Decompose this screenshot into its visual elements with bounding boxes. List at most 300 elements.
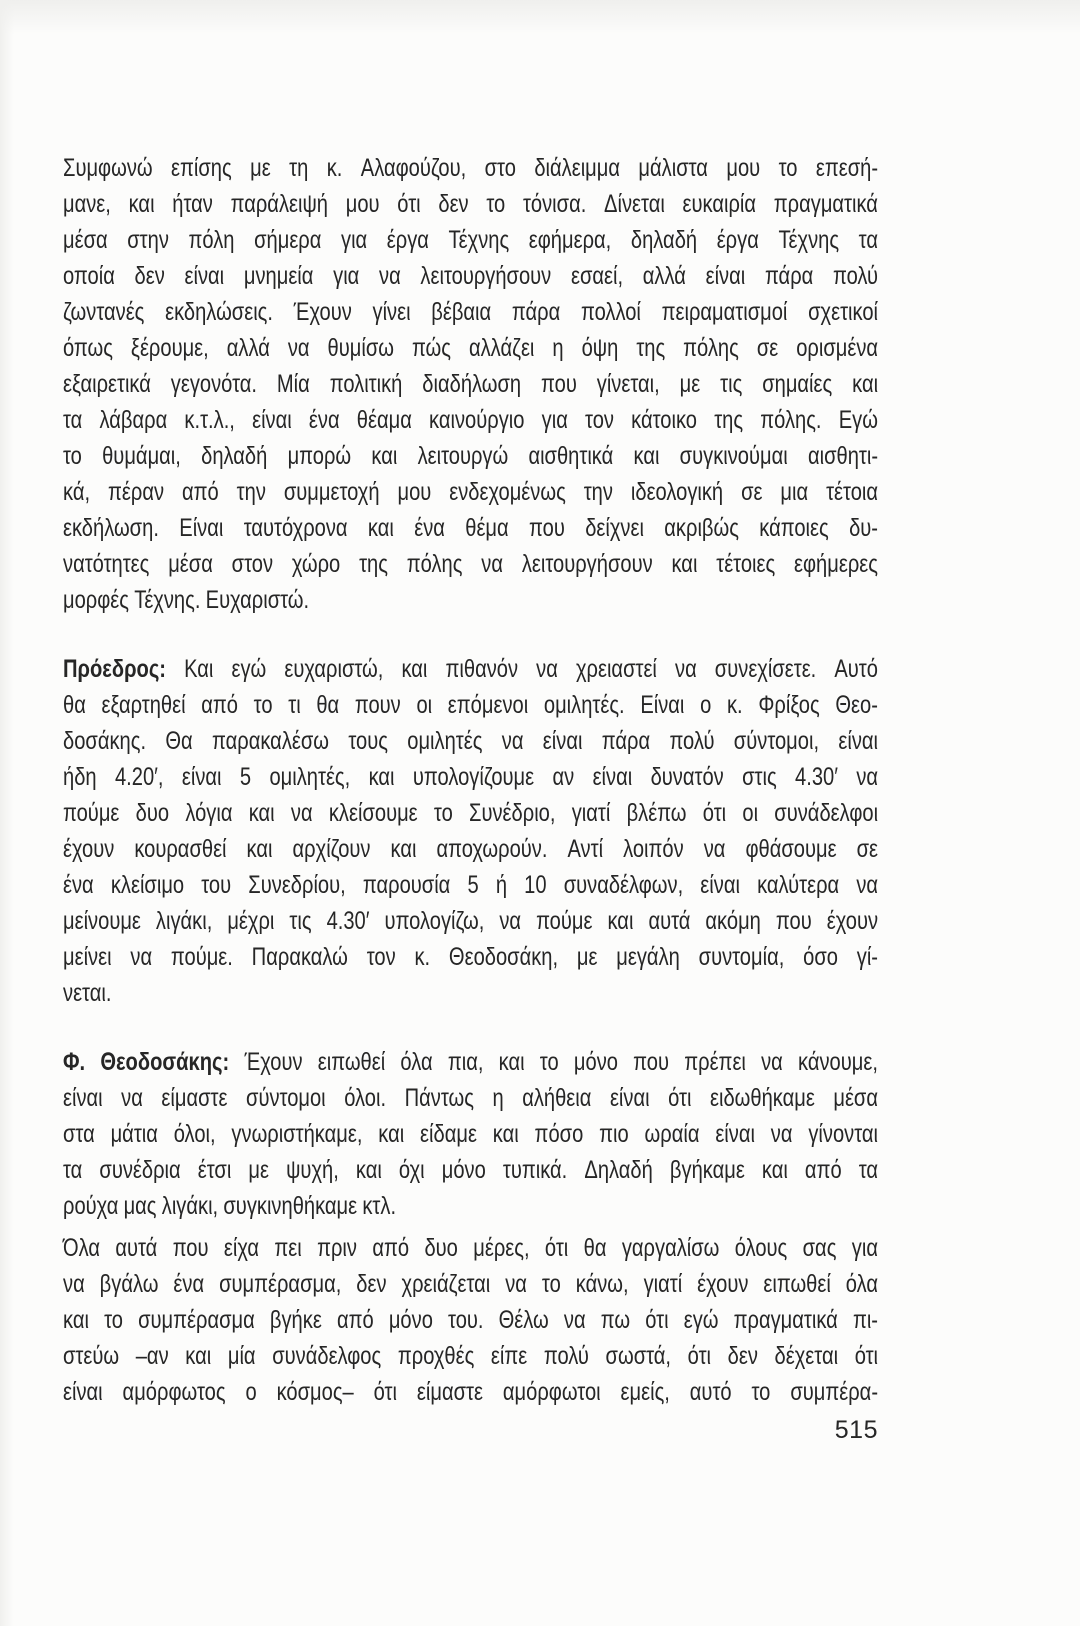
- word: εγώ: [231, 655, 267, 683]
- word: ακριβώς: [664, 514, 739, 542]
- word: είναι: [252, 406, 292, 434]
- word: Παρακαλώ: [251, 943, 348, 971]
- word: για: [851, 1234, 878, 1262]
- word: όλοι.: [344, 1084, 387, 1112]
- word: δυο: [424, 1234, 458, 1262]
- word: για: [541, 406, 568, 434]
- word: και: [401, 655, 428, 683]
- word: 4.20′,: [114, 763, 164, 791]
- word: θέμα: [465, 514, 509, 542]
- word: πει: [274, 1234, 302, 1262]
- word: γίνει: [372, 298, 411, 326]
- word: ότι: [645, 1306, 669, 1334]
- word: μορφές: [63, 586, 129, 614]
- word: για: [341, 226, 368, 254]
- word: πολύ: [833, 262, 879, 290]
- word: να: [287, 334, 310, 362]
- word: και: [371, 442, 398, 470]
- word: να: [856, 763, 879, 791]
- word: που: [775, 907, 812, 935]
- word: πόλης: [406, 550, 463, 578]
- word: σύντομοι: [246, 1084, 326, 1112]
- word: δεν: [356, 1270, 387, 1298]
- word: που: [529, 514, 565, 542]
- word: αλλάζει: [468, 334, 535, 362]
- word: μου: [397, 478, 432, 506]
- word: συμμετοχή: [283, 478, 380, 506]
- word: αισθητι-: [807, 442, 879, 470]
- word: Θεο-: [835, 691, 878, 719]
- word: ότι: [854, 1342, 879, 1370]
- word: Όλα: [63, 1234, 100, 1262]
- word: Αντί: [567, 835, 604, 863]
- word: βγάλω: [99, 1270, 159, 1298]
- text-line: [63, 222, 878, 258]
- word: να: [501, 727, 524, 755]
- word: κάποιες: [759, 514, 829, 542]
- word: πάρα: [764, 262, 814, 290]
- word: ότι: [373, 1378, 397, 1406]
- word: σωστά,: [605, 1342, 672, 1370]
- word: ομιλητές: [407, 727, 483, 755]
- word: καλύτερα: [757, 871, 840, 899]
- word: χώρο: [291, 550, 341, 578]
- word: και: [128, 190, 155, 218]
- text-line: [63, 1230, 878, 1266]
- text-line: [63, 150, 878, 186]
- word: χρειάζεται: [401, 1270, 491, 1298]
- text-line: [63, 831, 878, 867]
- word: όλα: [400, 1048, 433, 1076]
- word: πραγματικά: [773, 190, 878, 218]
- word: όλους: [734, 1234, 788, 1262]
- word: να: [675, 655, 697, 683]
- word: ο: [245, 1378, 257, 1406]
- word: και: [378, 1120, 405, 1148]
- word: αυτά: [115, 1234, 158, 1262]
- word: εμείς,: [620, 1378, 670, 1406]
- word: έργα: [716, 226, 759, 254]
- word: είναι: [715, 1120, 755, 1148]
- word: Συνεδρίου,: [248, 871, 346, 899]
- text-line: [63, 759, 878, 795]
- word: Θεοδοσάκη,: [448, 943, 559, 971]
- speech-paragraph: [63, 1044, 878, 1224]
- word: το: [253, 691, 273, 719]
- word: ευκαιρία: [682, 190, 757, 218]
- word: ότι: [544, 1234, 569, 1262]
- word: να: [761, 1048, 783, 1076]
- word: ειδωθήκαμε: [710, 1084, 815, 1112]
- word: της: [636, 334, 666, 362]
- word: δεν: [438, 190, 469, 218]
- word: θα: [316, 691, 340, 719]
- word: συγκινούμαι: [679, 442, 788, 470]
- text-line: [63, 258, 878, 294]
- word: ταυτόχρονα: [243, 514, 348, 542]
- word: Ευχαριστώ.: [205, 586, 310, 614]
- word: σχετικοί: [808, 298, 879, 326]
- word: Συνέδριο,: [469, 799, 556, 827]
- word: που: [172, 1234, 209, 1262]
- word: από: [201, 691, 238, 719]
- word: δοσάκης.: [63, 727, 147, 755]
- word: ένα: [308, 406, 340, 434]
- word: από: [372, 1234, 410, 1262]
- word: και: [671, 550, 698, 578]
- word: 5: [239, 763, 252, 791]
- word: παρουσία: [362, 871, 451, 899]
- word: Και: [184, 655, 214, 683]
- word: Έχουν: [244, 1048, 303, 1076]
- word: είμαστε: [161, 1084, 228, 1112]
- word: τις: [720, 370, 743, 398]
- word: –αν: [135, 1342, 169, 1370]
- text-line: [63, 366, 878, 402]
- text-line: [63, 1374, 878, 1410]
- word: να: [379, 262, 401, 290]
- word: ειπωθεί: [763, 1270, 831, 1298]
- word: που: [633, 1048, 670, 1076]
- word: ενδεχομένως: [449, 478, 566, 506]
- word: αισθητικά: [528, 442, 614, 470]
- word: να: [770, 1120, 793, 1148]
- word: όπως: [63, 334, 113, 362]
- word: καινούργιο: [429, 406, 525, 434]
- word: πολιτική: [329, 370, 403, 398]
- word: 5: [467, 871, 479, 899]
- word: είναι: [700, 871, 740, 899]
- text-line: [63, 651, 878, 687]
- word: και: [63, 1306, 89, 1334]
- word: όχι: [398, 1156, 425, 1184]
- word: οι: [742, 799, 759, 827]
- text-line: [63, 582, 878, 618]
- word: δυνατόν: [650, 763, 724, 791]
- word: να: [290, 799, 313, 827]
- word: την: [583, 478, 613, 506]
- word: είναι: [592, 763, 633, 791]
- word: μέχρι: [227, 907, 275, 935]
- word: μέσα: [833, 1084, 879, 1112]
- text-line: [63, 1188, 878, 1224]
- word: Τέχνης: [448, 226, 510, 254]
- word: σημαίες: [762, 370, 833, 398]
- word: γιατί: [643, 1270, 683, 1298]
- word: και: [492, 1120, 519, 1148]
- word: τη: [289, 154, 309, 182]
- word: του: [201, 871, 232, 899]
- word: λιγάκι,: [161, 1192, 219, 1220]
- word: τυπικά.: [502, 1156, 568, 1184]
- word: ομιλητές.: [543, 691, 625, 719]
- word: μου: [726, 154, 761, 182]
- word: εξαιρετικά: [63, 370, 151, 398]
- word: τόνισα.: [522, 190, 587, 218]
- word: λάβαρα: [99, 406, 168, 434]
- word: Πάντως: [404, 1084, 474, 1112]
- text-line: [63, 438, 878, 474]
- word: και: [367, 514, 394, 542]
- word: ένα: [414, 514, 445, 542]
- word: μείνει: [63, 943, 112, 971]
- word: ή: [495, 871, 508, 899]
- word: ήταν: [172, 190, 213, 218]
- word: στεύω: [63, 1342, 120, 1370]
- word: εκδήλωση.: [63, 514, 159, 542]
- word: συντομία,: [698, 943, 785, 971]
- word: να: [481, 550, 504, 578]
- word: πούμε: [63, 799, 120, 827]
- word: νεται.: [63, 979, 112, 1007]
- word: ωραία: [644, 1120, 700, 1148]
- word: τον: [366, 943, 396, 971]
- word: τέτοια: [826, 478, 879, 506]
- word: γί-: [856, 943, 879, 971]
- word: δεν: [727, 1342, 758, 1370]
- word: γνωριστήκαμε,: [231, 1120, 363, 1148]
- word: ο: [700, 691, 712, 719]
- word: να: [121, 1084, 143, 1112]
- word: κάνω,: [575, 1270, 629, 1298]
- word: σας: [802, 1234, 837, 1262]
- word: και: [185, 1342, 212, 1370]
- text-line: [63, 939, 878, 975]
- word: λοιπόν: [623, 835, 684, 863]
- word: σε: [756, 334, 779, 362]
- word: Συμφωνώ: [63, 154, 153, 182]
- word: έχουν: [63, 835, 115, 863]
- word: γαργαλίσω: [621, 1234, 720, 1262]
- text-line: [63, 402, 878, 438]
- speaker-name: Θεοδοσάκης:: [100, 1048, 230, 1076]
- word: γίνονται: [808, 1120, 879, 1148]
- word: οποία: [63, 262, 115, 290]
- word: λειτουργώ: [417, 442, 509, 470]
- text-line: [63, 1044, 878, 1080]
- word: αυτό: [689, 1378, 732, 1406]
- word: όλοι,: [173, 1120, 216, 1148]
- word: μάτια: [110, 1120, 158, 1148]
- word: κάνουμε,: [798, 1048, 878, 1076]
- word: πόλης.: [760, 406, 822, 434]
- word: Τέχνης: [778, 226, 840, 254]
- text-line: [63, 1266, 878, 1302]
- text-line: [63, 1302, 878, 1338]
- word: ακόμη: [705, 907, 761, 935]
- word: χρειαστεί: [575, 655, 657, 683]
- text-line: [63, 1080, 878, 1116]
- word: με: [250, 154, 271, 182]
- word: Εγώ: [838, 406, 878, 434]
- word: και: [633, 442, 660, 470]
- word: ότι: [668, 1084, 692, 1112]
- word: εκδηλώσεις.: [165, 298, 273, 326]
- word: να: [536, 655, 558, 683]
- word: κλείσιμο: [110, 871, 185, 899]
- word: Φρίξος: [758, 691, 820, 719]
- word: πραγματικά: [733, 1306, 838, 1334]
- word: διάλειμμα: [534, 154, 621, 182]
- word: Θα: [165, 727, 193, 755]
- word: ομιλητές,: [269, 763, 351, 791]
- word: το: [104, 1306, 123, 1334]
- word: δείχνει: [585, 514, 644, 542]
- word: με: [248, 1156, 269, 1184]
- word: δυο: [135, 799, 170, 827]
- word: δεν: [134, 262, 165, 290]
- word: θυμίσω: [327, 334, 394, 362]
- word: που: [541, 370, 577, 398]
- word: σε: [856, 835, 879, 863]
- word: γίνεται,: [596, 370, 660, 398]
- word: και: [355, 1156, 382, 1184]
- word: κ.τ.λ.,: [184, 406, 235, 434]
- word: λιγάκι,: [155, 907, 213, 935]
- word: κλείσουμε: [328, 799, 418, 827]
- word: συμπέρασμα: [138, 1306, 255, 1334]
- word: Αυτό: [834, 655, 878, 683]
- word: το: [539, 1048, 559, 1076]
- word: το: [486, 190, 506, 218]
- word: διαδήλωση: [422, 370, 522, 398]
- word: θα: [583, 1234, 607, 1262]
- word: ορισμένα: [796, 334, 879, 362]
- word: να: [563, 1306, 586, 1334]
- word: επόμενοι: [447, 691, 529, 719]
- word: ένα: [63, 871, 94, 899]
- word: με: [576, 943, 598, 971]
- word: Δηλαδή: [584, 1156, 653, 1184]
- word: υπολογίζω,: [384, 907, 485, 935]
- word: τέτοιες: [716, 550, 776, 578]
- word: συνάδελφος: [272, 1342, 382, 1370]
- word: Δίνεται: [604, 190, 665, 218]
- text-line: [63, 510, 878, 546]
- word: ρούχα: [63, 1192, 119, 1220]
- word: βγήκαμε: [669, 1156, 745, 1184]
- word: αν: [552, 763, 575, 791]
- word: ότι: [702, 799, 727, 827]
- word: κάτοικο: [631, 406, 698, 434]
- word: αλλά: [642, 262, 686, 290]
- word: είναι: [181, 763, 222, 791]
- word: λειτουργήσουν: [521, 550, 653, 578]
- word: θέαμα: [356, 406, 412, 434]
- word: πριν: [317, 1234, 357, 1262]
- word: μείνουμε: [63, 907, 141, 935]
- word: πάρα: [511, 298, 561, 326]
- word: μέσα: [168, 550, 213, 578]
- word: στην: [127, 226, 169, 254]
- text-line: [63, 903, 878, 939]
- word: πόλης: [683, 334, 739, 362]
- word: μια: [780, 478, 809, 506]
- word: μπορώ: [287, 442, 352, 470]
- word: αρχίζουν: [292, 835, 371, 863]
- word: πολύ: [543, 1342, 589, 1370]
- word: στα: [63, 1120, 95, 1148]
- word: είναι: [609, 1084, 650, 1112]
- word: δηλαδή: [201, 442, 268, 470]
- word: εφήμερα,: [528, 226, 612, 254]
- text-line: [63, 723, 878, 759]
- word: τα: [63, 1156, 83, 1184]
- word: μανε,: [63, 190, 111, 218]
- word: πάρα: [601, 727, 651, 755]
- word: αλλά: [226, 334, 270, 362]
- word: ιδεολογική: [630, 478, 724, 506]
- word: τον: [585, 406, 614, 434]
- body-text: [63, 150, 878, 1410]
- word: πέραν: [108, 478, 165, 506]
- word: μάλιστα: [638, 154, 708, 182]
- word: 10: [524, 871, 547, 899]
- word: έτσι: [197, 1156, 232, 1184]
- word: είναι: [63, 1378, 103, 1406]
- word: και: [761, 1156, 788, 1184]
- text-line: [63, 867, 878, 903]
- word: κ.: [326, 154, 343, 182]
- text-line: [63, 795, 878, 831]
- word: εφήμερες: [794, 550, 878, 578]
- word: ότι: [397, 190, 421, 218]
- word: είχα: [223, 1234, 260, 1262]
- text-line: [63, 975, 878, 1011]
- word: να: [856, 871, 879, 899]
- word: παράλειψή: [230, 190, 329, 218]
- word: συμπέρα-: [790, 1378, 879, 1406]
- speaker-name: Φ.: [63, 1048, 86, 1076]
- word: μόνο: [441, 1156, 486, 1184]
- speech-paragraph: [63, 651, 878, 1011]
- word: είμαστε: [416, 1378, 483, 1406]
- paragraph: [63, 1230, 878, 1410]
- text-line: [63, 546, 878, 582]
- word: πια,: [447, 1048, 484, 1076]
- word: μόνο: [388, 1306, 433, 1334]
- word: σύντομοι,: [733, 727, 820, 755]
- word: φθάσουμε: [745, 835, 837, 863]
- text-line: [63, 294, 878, 330]
- word: το: [751, 1378, 771, 1406]
- word: οι: [416, 691, 433, 719]
- word: το: [541, 1270, 561, 1298]
- word: λόγια: [185, 799, 233, 827]
- word: πόσο: [534, 1120, 584, 1148]
- word: εξαρτηθεί: [101, 691, 186, 719]
- word: πούμε: [536, 907, 593, 935]
- word: ήδη: [63, 763, 97, 791]
- word: μου: [345, 190, 380, 218]
- word: τις: [289, 907, 312, 935]
- word: στον: [231, 550, 274, 578]
- word: κόσμος–: [276, 1378, 354, 1406]
- word: νατότητες: [63, 550, 150, 578]
- word: επεσή-: [815, 154, 879, 182]
- word: τα: [858, 1156, 879, 1184]
- word: όλα: [845, 1270, 879, 1298]
- word: ότι: [687, 1342, 712, 1370]
- word: γεγονότα.: [170, 370, 258, 398]
- word: και: [607, 907, 634, 935]
- word: δέχεται: [774, 1342, 839, 1370]
- word: αποχωρούν.: [436, 835, 548, 863]
- word: από: [336, 1306, 374, 1334]
- word: πω: [600, 1306, 631, 1334]
- word: όσο: [803, 943, 838, 971]
- word: να: [703, 835, 726, 863]
